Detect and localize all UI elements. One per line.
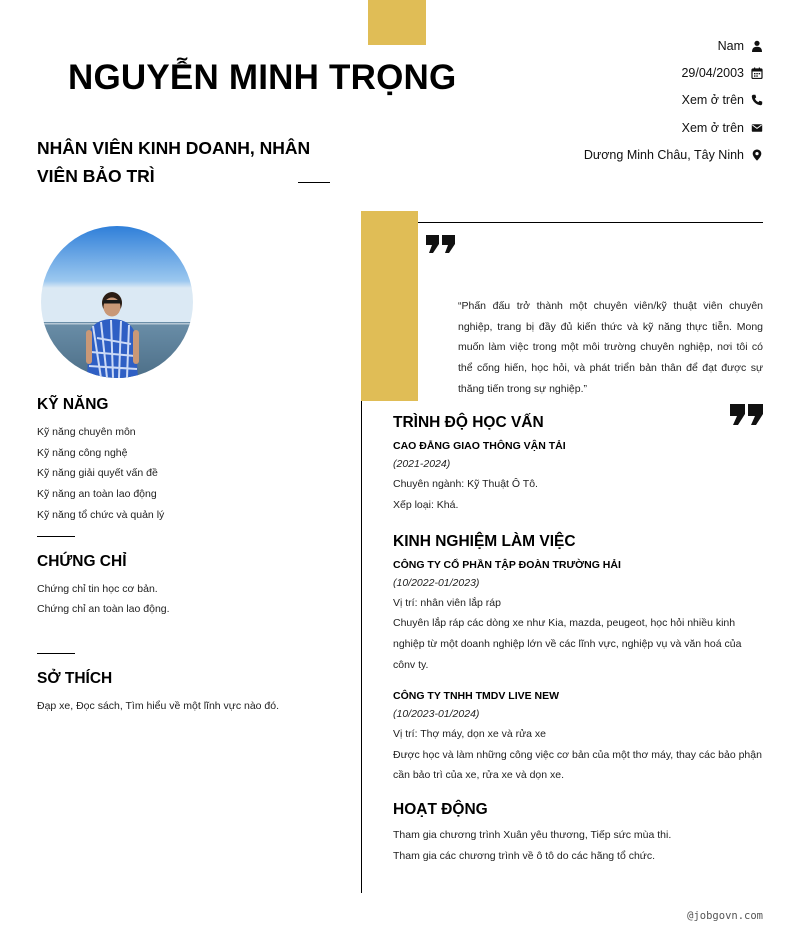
activities-title: HOẠT ĐỘNG <box>393 801 488 819</box>
column-divider <box>361 401 362 893</box>
skill-item: Kỹ năng công nghệ <box>37 446 128 459</box>
job-title: NHÂN VIÊN KINH DOANH, NHÂN VIÊN BẢO TRÌ <box>37 138 311 186</box>
quote-divider <box>418 222 763 223</box>
activities-section <box>393 801 763 867</box>
certificates-section <box>37 553 337 620</box>
phone-icon <box>751 94 763 106</box>
top-accent-block <box>368 0 426 45</box>
avatar <box>41 226 193 378</box>
watermark: @jobgovn.com <box>687 910 763 922</box>
education-title: TRÌNH ĐỘ HỌC VẤN <box>393 414 544 431</box>
left-column <box>37 396 337 717</box>
right-column <box>393 414 763 867</box>
experience-section <box>393 533 763 787</box>
certificate-item: Chứng chỉ tin học cơ bản. <box>37 582 158 595</box>
contact-phone <box>463 87 763 114</box>
job-entry <box>393 688 763 786</box>
quote-accent-block <box>361 211 418 401</box>
skill-item: Kỹ năng tổ chức và quản lý <box>37 508 165 521</box>
certificates-title: CHỨNG CHỈ <box>37 552 127 570</box>
education-grade: Xếp loại: Khá. <box>393 498 459 511</box>
activity-item: Tham gia chương trình Xuân yêu thương, Tiếp sức mùa thi. <box>393 829 672 842</box>
envelope-icon <box>751 122 763 134</box>
experience-title: KINH NGHIỆM LÀM VIỆC <box>393 532 576 550</box>
job-position: Vị trí: Thợ máy, dọn xe và rửa xe <box>393 727 546 740</box>
calendar-icon <box>751 67 763 79</box>
job-period: (10/2023-01/2024) <box>393 707 480 720</box>
hobbies-title: SỞ THÍCH <box>37 669 113 687</box>
skill-item: Kỹ năng an toàn lao động <box>37 488 157 501</box>
map-marker-icon <box>751 149 763 161</box>
job-description: Được học và làm những công việc cơ bản của một thơ máy, thay các bảo phận cần bảo trì của xe, rửa xe và dọn xe. <box>393 748 762 782</box>
address-text: Dương Minh Châu, Tây Ninh <box>583 147 744 162</box>
company-name: CÔNG TY TNHH TMDV LIVE NEW <box>393 689 560 702</box>
section-divider <box>37 536 75 537</box>
phone-text: Xem ở trên <box>681 93 744 108</box>
candidate-name: NGUYỄN MINH TRỌNG <box>68 58 457 97</box>
quote-open-icon <box>426 235 456 258</box>
job-period: (10/2022-01/2023) <box>393 576 480 589</box>
company-name: CÔNG TY CỔ PHẦN TẬP ĐOÀN TRƯỜNG HẢI <box>393 558 621 571</box>
contact-info <box>463 32 763 168</box>
certificate-item: Chứng chỉ an toàn lao động. <box>37 603 170 616</box>
contact-address <box>463 141 763 168</box>
skills-list <box>37 422 337 526</box>
contact-birthday <box>463 59 763 86</box>
section-divider <box>37 653 75 654</box>
job-position: Vị trí: nhân viên lắp ráp <box>393 596 501 609</box>
user-icon <box>751 40 763 52</box>
hobbies-text: Đạp xe, Đọc sách, Tìm hiểu về một lĩnh vực nào đó. <box>37 699 280 712</box>
skills-section <box>37 396 337 526</box>
skill-item: Kỹ năng chuyên môn <box>37 426 136 438</box>
job-entry <box>393 557 763 676</box>
hobbies-section <box>37 670 337 717</box>
contact-gender <box>463 32 763 59</box>
career-objective: “Phấn đấu trở thành một chuyên viên/kỹ thuật viên chuyên nghiệp, trang bị đầy đủ kiến thức và kỹ năng thực tiễn. Mong muốn làm việc trong một môi trường chuyên nghiệp, nơi tôi có thể cống hiến, học hỏi, và phát triển bản thân để đạt được sự thăng tiến trong sự nghiệp.” <box>458 300 763 395</box>
certificates-list <box>37 579 337 620</box>
school-name: CAO ĐẲNG GIAO THÔNG VẬN TẢI <box>393 440 566 452</box>
gender-text: Nam <box>717 38 744 53</box>
job-title-divider <box>298 182 330 183</box>
skills-title: KỸ NĂNG <box>37 396 109 413</box>
hobbies-list <box>37 696 337 717</box>
email-text: Xem ở trên <box>681 120 744 135</box>
skill-item: Kỹ năng giải quyết vấn đề <box>37 467 158 480</box>
contact-email <box>463 114 763 141</box>
activity-item: Tham gia các chương trình về ô tô do các hãng tổ chức. <box>393 849 655 862</box>
birthday-text: 29/04/2003 <box>681 65 744 80</box>
education-section <box>393 414 763 516</box>
job-description: Chuyên lắp ráp các dòng xe như Kia, mazda, peugeot, học hỏi nhiều kinh nghiệp từ một doanh nghiệp lớn về các lĩnh vực, nghiệp vụ và văn hoá của cônv ty. <box>393 617 742 671</box>
education-period: (2021-2024) <box>393 458 451 470</box>
education-major: Chuyên ngành: Kỹ Thuật Ô Tô. <box>393 478 538 490</box>
